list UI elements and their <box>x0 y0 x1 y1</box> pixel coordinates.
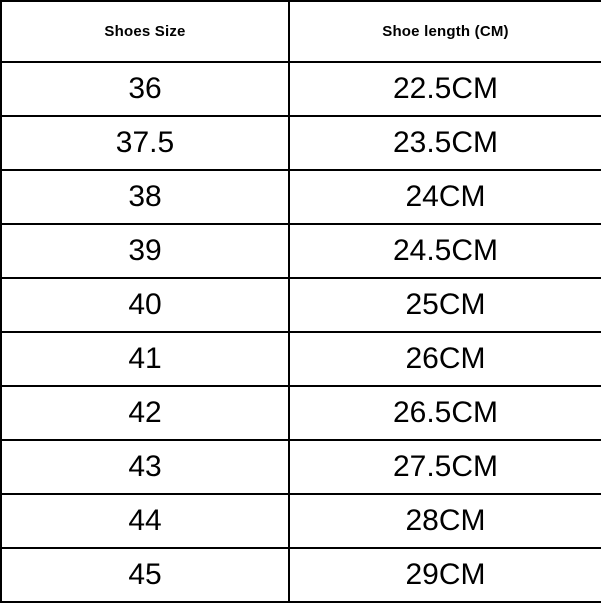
cell-shoes-size: 36 <box>1 62 289 116</box>
cell-shoe-length: 22.5CM <box>289 62 601 116</box>
cell-shoe-length: 24CM <box>289 170 601 224</box>
cell-shoes-size: 40 <box>1 278 289 332</box>
cell-shoes-size: 42 <box>1 386 289 440</box>
cell-shoe-length: 23.5CM <box>289 116 601 170</box>
cell-shoe-length: 27.5CM <box>289 440 601 494</box>
cell-shoe-length: 25CM <box>289 278 601 332</box>
table-row <box>1 494 601 548</box>
table-row <box>1 116 601 170</box>
cell-shoes-size: 37.5 <box>1 116 289 170</box>
column-header-shoes-size: Shoes Size <box>1 1 289 62</box>
cell-shoes-size: 39 <box>1 224 289 278</box>
cell-shoe-length: 26CM <box>289 332 601 386</box>
cell-shoe-length: 29CM <box>289 548 601 602</box>
cell-shoes-size: 41 <box>1 332 289 386</box>
column-header-shoe-length: Shoe length (CM) <box>289 1 601 62</box>
cell-shoe-length: 28CM <box>289 494 601 548</box>
table-row <box>1 62 601 116</box>
table-row <box>1 224 601 278</box>
table-header-row <box>1 1 601 62</box>
table-row <box>1 548 601 602</box>
table-row <box>1 386 601 440</box>
cell-shoes-size: 43 <box>1 440 289 494</box>
table-row <box>1 440 601 494</box>
cell-shoes-size: 44 <box>1 494 289 548</box>
cell-shoes-size: 45 <box>1 548 289 602</box>
table-row <box>1 170 601 224</box>
cell-shoe-length: 24.5CM <box>289 224 601 278</box>
cell-shoe-length: 26.5CM <box>289 386 601 440</box>
table-row <box>1 332 601 386</box>
table-row <box>1 278 601 332</box>
cell-shoes-size: 38 <box>1 170 289 224</box>
